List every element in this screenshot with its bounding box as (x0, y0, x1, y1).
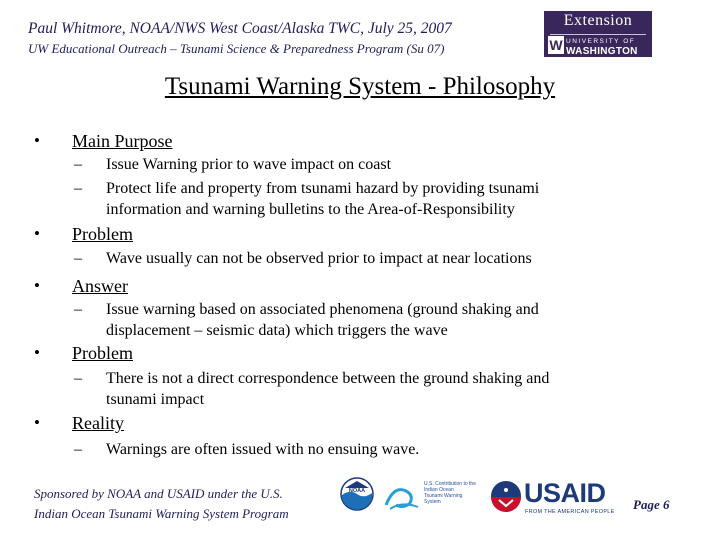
sub-point: Issue Warning prior to wave impact on coast (106, 156, 392, 173)
dash-icon: – (74, 370, 82, 387)
dash-icon: – (74, 180, 82, 197)
sub-point: Wave usually can not be observed prior to impact at near locations (106, 250, 532, 267)
logo-extension-text: Extension (563, 12, 633, 29)
dash-icon: – (74, 301, 82, 318)
header-author-line: Paul Whitmore, NOAA/NWS West Coast/Alaska TWC, July 25, 2007 (28, 20, 452, 37)
slide-title: Tsunami Warning System - Philosophy (164, 73, 556, 100)
uw-extension-logo (544, 11, 652, 57)
section-heading: Answer (72, 276, 128, 296)
usaid-tagline: FROM THE AMERICAN PEOPLE (525, 509, 615, 515)
dash-icon: – (74, 441, 82, 458)
logo-university-text: UNIVERSITY OF (566, 38, 636, 45)
sub-point: There is not a direct correspondence between the ground shaking and tsunami impact (106, 370, 550, 408)
bullet-icon: • (34, 276, 40, 295)
section-heading: Problem (72, 224, 133, 244)
page-number: Page 6 (633, 497, 670, 512)
section-heading: Problem (72, 343, 133, 363)
bullet-icon: • (34, 224, 40, 243)
logo-washington-text: WASHINGTON (566, 46, 638, 57)
sub-point: Warnings are often issued with no ensuing wave. (106, 441, 420, 458)
uw-w-icon: W (549, 37, 563, 53)
noaa-logo-icon (340, 477, 374, 511)
bullet-icon: • (34, 413, 40, 432)
footer-sponsor-text: Sponsored by NOAA and USAID under the U.S. Indian Ocean Tsunami Warning System Program (34, 486, 289, 521)
sub-point: Issue warning based on associated phenomena (ground shaking and displacement – seismic data) which triggers the wave (106, 301, 539, 339)
noaa-label: NOAA (348, 488, 366, 494)
section-heading: Main Purpose (72, 131, 173, 151)
dash-icon: – (74, 250, 82, 267)
ioc-logo (384, 479, 484, 515)
sub-point: Protect life and property from tsunami hazard by providing tsunami information and warning bulletins to the Area-of-Responsibility (106, 180, 540, 218)
wave-icon (384, 479, 424, 515)
logo-divider (550, 34, 646, 35)
usaid-logo (490, 478, 615, 518)
section-heading: Reality (72, 413, 124, 433)
ioc-text: U.S. Contribution to the Indian Ocean Tsunami Warning System (424, 481, 476, 505)
header-program-line: UW Educational Outreach – Tsunami Science & Preparedness Program (Su 07) (28, 41, 445, 56)
dash-icon: – (74, 156, 82, 173)
usaid-seal-icon (490, 480, 522, 512)
bullet-icon: • (34, 131, 40, 150)
bullet-icon: • (34, 343, 40, 362)
usaid-wordmark: USAID (524, 478, 606, 508)
